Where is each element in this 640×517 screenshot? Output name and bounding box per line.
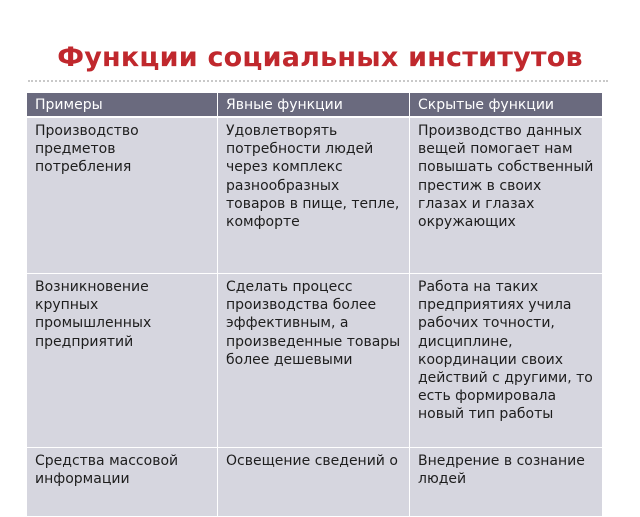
table-header-row (27, 93, 603, 118)
column-header-hidden-functions: Скрытые функции (410, 93, 603, 118)
slide-title: Функции социальных институтов (57, 42, 583, 73)
column-header-examples: Примеры (27, 93, 218, 118)
cell-example: Средства массовой информации (27, 448, 218, 517)
cell-hidden-function: Работа на таких предприятиях учила рабочих точности, дисциплине, координации своих действий с другими, то есть формировала новый тип работы (410, 274, 603, 448)
cell-explicit-function: Удовлетворять потребности людей через комплекс разнообразных товаров в пище, тепле, комфорте (218, 117, 410, 274)
cell-explicit-function: Сделать процесс производства более эффективным, а произведенные товары более дешевыми (218, 274, 410, 448)
title-divider (28, 80, 608, 82)
cell-example: Производство предметов потребления (27, 117, 218, 274)
column-header-explicit-functions: Явные функции (218, 93, 410, 118)
functions-table (26, 92, 603, 517)
cell-explicit-function: Освещение сведений о (218, 448, 410, 517)
table-row (27, 274, 603, 448)
table-row (27, 448, 603, 517)
cell-hidden-function: Производство данных вещей помогает нам повышать собственный престиж в своих глазах и глазах окружающих (410, 117, 603, 274)
cell-hidden-function: Внедрение в сознание людей (410, 448, 603, 517)
cell-example: Возникновение крупных промышленных предприятий (27, 274, 218, 448)
table-row (27, 117, 603, 274)
